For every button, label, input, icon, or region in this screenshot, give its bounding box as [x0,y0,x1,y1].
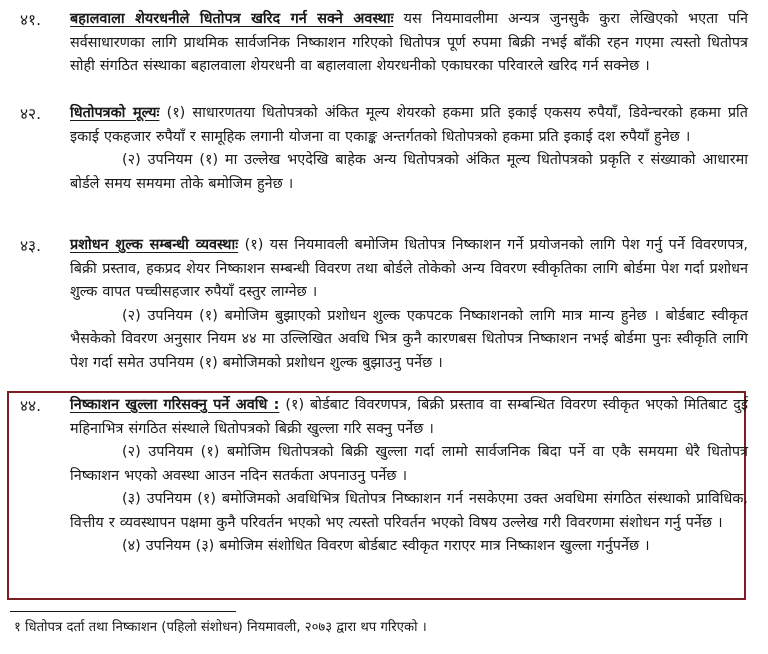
section-heading: प्रशोधन शुल्क सम्बन्धी व्यवस्थाः [70,237,239,253]
section-paragraph: (२) उपनियम (१) बमोजिम धितोपत्रको बिक्री खुल्ला गर्दा लामो सार्वजनिक बिदा पर्ने वा एकै समयमा धेरै धितोपत्र निष्काशन भएको अवस्था आउन नदिन सतर्कता अपनाउनु पर्नेछ । [70,444,748,484]
section-heading: धितोपत्रको मूल्यः [70,105,160,121]
footnote: १ धितोपत्र दर्ता तथा निष्काशन (पहिलो संशोधन) नियमावली, २०७३ द्वारा थप गरिएको । [14,620,427,635]
section-paragraph: (२) उपनियम (१) बमोजिम बुझाएको प्रशोधन शुल्क एकपटक निष्काशनको लागि मात्र मान्य हुनेछ । बोर्डबाट स्वीकृत भैसकेको विवरण अनुसार नियम ४४ मा उल्लिखित अवधि भित्र कुनै कारणबस धितोपत्र निष्काशन नभई बोर्डमा पुनः स्वीकृति लागि पेश गर्दा समेत उपनियम (१) बमोजिमको प्रशोधन शुल्क बुझाउनु पर्नेछ । [70,307,748,371]
section-number: ४२. [20,105,42,123]
section-number: ४३. [20,237,42,255]
section-heading: निष्काशन खुल्ला गरिसक्नु पर्ने अवधि : [70,397,280,413]
section-paragraph: यस नियमावलीमा अन्यत्र जुनसुकै कुरा लेखिएको भएता पनि सर्वसाधारणका लागि प्राथमिक सार्वजनिक निष्काशन गरिएको धितोपत्र पूर्ण रुपमा बिक्री नभई बाँकी रहन गएमा त्यस्तो धितोपत्र सोही संगठित संस्थाका बहालवाला शेयरधनी वा बहालवाला शेयरधनीको एकाघरका परिवारले खरिद गर्न सक्नेछ । [70,11,748,74]
section-body [70,394,748,559]
section-number: ४१. [20,11,42,29]
section-paragraph: (१) साधारणतया धितोपत्रको अंकित मूल्य शेयरको हकमा प्रति इकाई एकसय रुपैयाँ, डिवेन्चरको हकमा प्रति इकाई एकहजार रुपैयाँ र सामूहिक लगानी योजना वा एकाङ्क अन्तर्गतको धितोपत्रको हकमा प्रति इकाई दश रुपैयाँ हुनेछ । [70,105,748,145]
section-paragraph: (१) यस नियमावली बमोजिम धितोपत्र निष्काशन गर्ने प्रयोजनको लागि पेश गर्नु पर्ने विवरणपत्र, बिक्री प्रस्ताव, हकप्रद शेयर निष्काशन सम्बन्धी विवरण तथा बोर्डले तोकेको अन्य विवरण स्वीकृतिका लागि बोर्डमा पेश गर्दा प्रशोधन शुल्क वापत पच्चीसहजार रुपैयाँ दस्तुर लाग्नेछ । [70,237,748,300]
footnote-divider [10,611,236,612]
section-paragraph: (१) बोर्डबाट विवरणपत्र, बिक्री प्रस्ताव वा सम्बन्धित विवरण स्वीकृत भएको मितिबाट दुई महिनाभित्र संगठित संस्थाले धितोपत्रको बिक्री खुल्ला गरि सक्नु पर्नेछ । [70,397,748,437]
section-body [70,102,748,196]
section-paragraph: (४) उपनियम (३) बमोजिम संशोधित विवरण बोर्डबाट स्वीकृत गराएर मात्र निष्काशन खुल्ला गर्नुपर्नेछ । [122,538,650,554]
section-paragraph: (३) उपनियम (१) बमोजिमको अवधिभित्र धितोपत्र निष्काशन गर्न नसकेएमा उक्त अवधिमा संगठित संस्थाको प्राविधिक, वित्तीय र व्यवस्थापन पक्षमा कुनै परिवर्तन भएको भए त्यस्तो परिवर्तन भएको विषय उल्लेख गरी विवरणमा संशोधन गर्नु पर्नेछ । [70,491,748,531]
section-heading: बहालवाला शेयरधनीले धितोपत्र खरिद गर्न सक्ने अवस्थाः [70,11,394,27]
section-body [70,8,748,79]
section-paragraph: (२) उपनियम (१) मा उल्लेख भएदेखि बाहेक अन्य धितोपत्रको अंकित मूल्य धितोपत्रको प्रकृति र संख्याको आधारमा बोर्डले समय समयमा तोके बमोजिम हुनेछ । [70,152,748,192]
section-number: ४४. [20,397,42,415]
section-body [70,234,748,375]
